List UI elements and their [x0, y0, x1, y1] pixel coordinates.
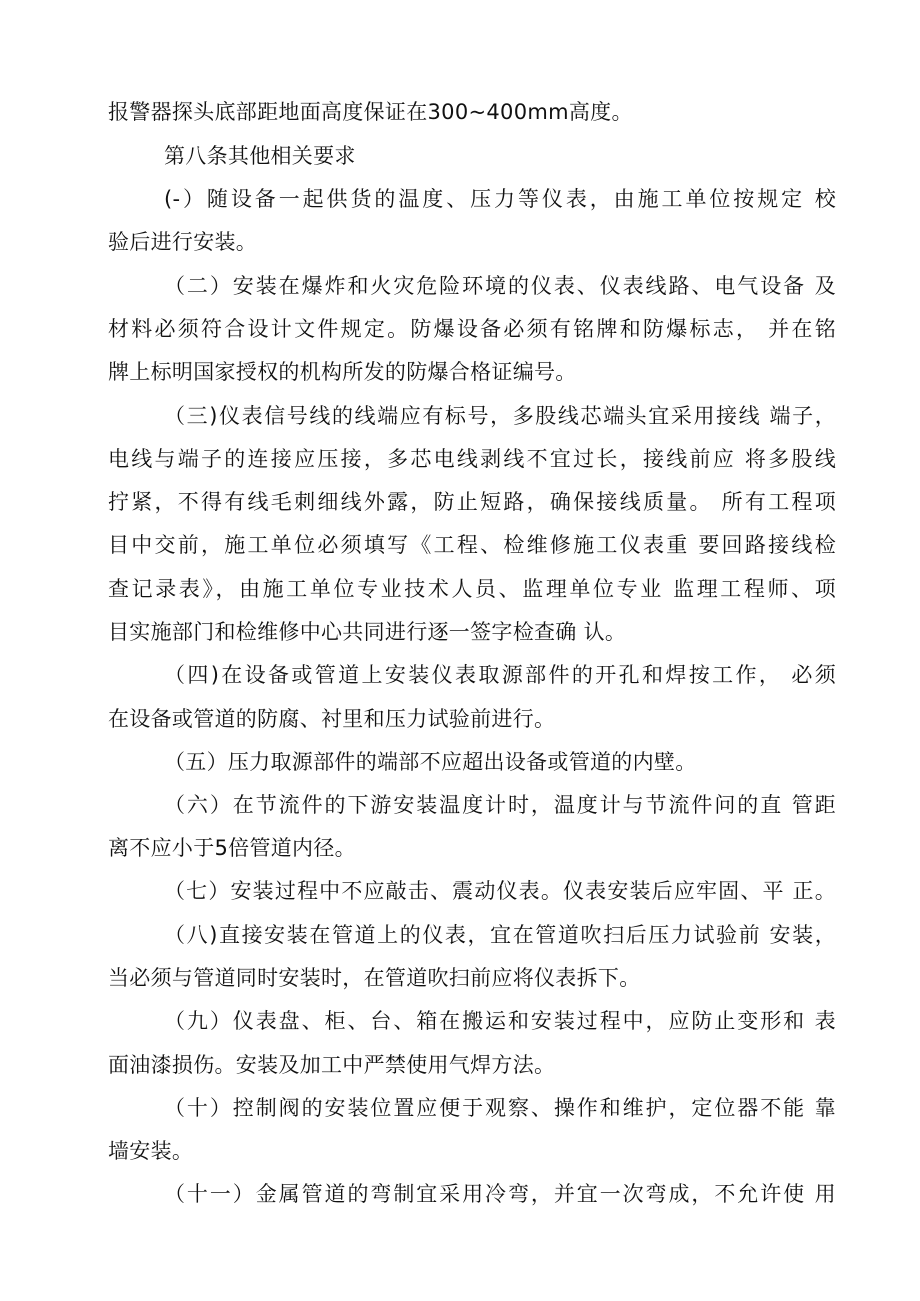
body-text-line: 报警器探头底部距地面高度保证在300~400mm高度。	[108, 100, 633, 124]
paragraph-line: 目实施部门和检维修中心共同进行逐一签字检查确 认。	[108, 620, 627, 644]
paragraph-line: （二）安装在爆炸和火灾危险环境的仪表、仪表线路、电气设备 及	[164, 274, 836, 298]
paragraph-line: （六）在节流件的下游安装温度计时，温度计与节流件问的直 管距	[164, 793, 836, 817]
paragraph-line: 墙安装。	[108, 1139, 194, 1163]
paragraph-line: （十）控制阀的安装位置应便于观察、操作和维护，定位器不能 靠	[164, 1096, 836, 1120]
paragraph-line: (-）随设备一起供货的温度、压力等仪表，由施工单位按规定 校	[164, 187, 836, 211]
paragraph-line: 目中交前，施工单位必须填写《工程、检维修施工仪表重 要回路接线检	[108, 533, 836, 557]
paragraph-line: 查记录表》，由施工单位专业技术人员、监理单位专业 监理工程师、项	[108, 577, 836, 601]
paragraph-line: （五）压力取源部件的端部不应超出设备或管道的内壁。	[164, 750, 697, 774]
paragraph-line: （九）仪表盘、柜、台、箱在搬运和安装过程中，应防止变形和 表	[164, 1009, 836, 1033]
paragraph-line: 验后进行安装。	[108, 230, 258, 254]
paragraph-line: 材料必须符合设计文件规定。防爆设备必须有铭牌和防爆标志， 并在铭	[108, 317, 836, 341]
paragraph-line: 在设备或管道的防腐、衬里和压力试验前进行。	[108, 707, 556, 731]
paragraph-line: （七）安装过程中不应敲击、震动仪表。仪表安装后应牢固、平 正。	[164, 879, 836, 903]
paragraph-line: 拧紧，不得有线毛刺细线外露，防止短路，确保接线质量。 所有工程项	[108, 490, 836, 514]
paragraph-line: 当必须与管道同时安装时，在管道吹扫前应将仪表拆下。	[108, 966, 641, 990]
paragraph-line: 离不应小于5倍管道内径。	[108, 836, 356, 860]
paragraph-line: 牌上标明国家授权的机构所发的防爆合格证编号。	[108, 360, 577, 384]
paragraph-line: （十一）金属管道的弯制宜采用冷弯，并宜一次弯成，不允许使 用	[164, 1182, 836, 1206]
paragraph-line: （三)仪表信号线的线端应有标号，多股线芯端头宜采用接线 端子，	[164, 404, 836, 428]
paragraph-line: （八)直接安装在管道上的仪表，宜在管道吹扫后压力试验前 安装，	[164, 923, 836, 947]
paragraph-line: 电线与端子的连接应压接，多芯电线剥线不宜过长，接线前应 将多股线	[108, 447, 836, 471]
section-heading: 第八条其他相关要求	[164, 144, 356, 168]
paragraph-line: （四)在设备或管道上安装仪表取源部件的开孔和焊按工作， 必须	[164, 663, 836, 687]
paragraph-line: 面油漆损伤。安装及加工中严禁使用气焊方法。	[108, 1053, 556, 1077]
